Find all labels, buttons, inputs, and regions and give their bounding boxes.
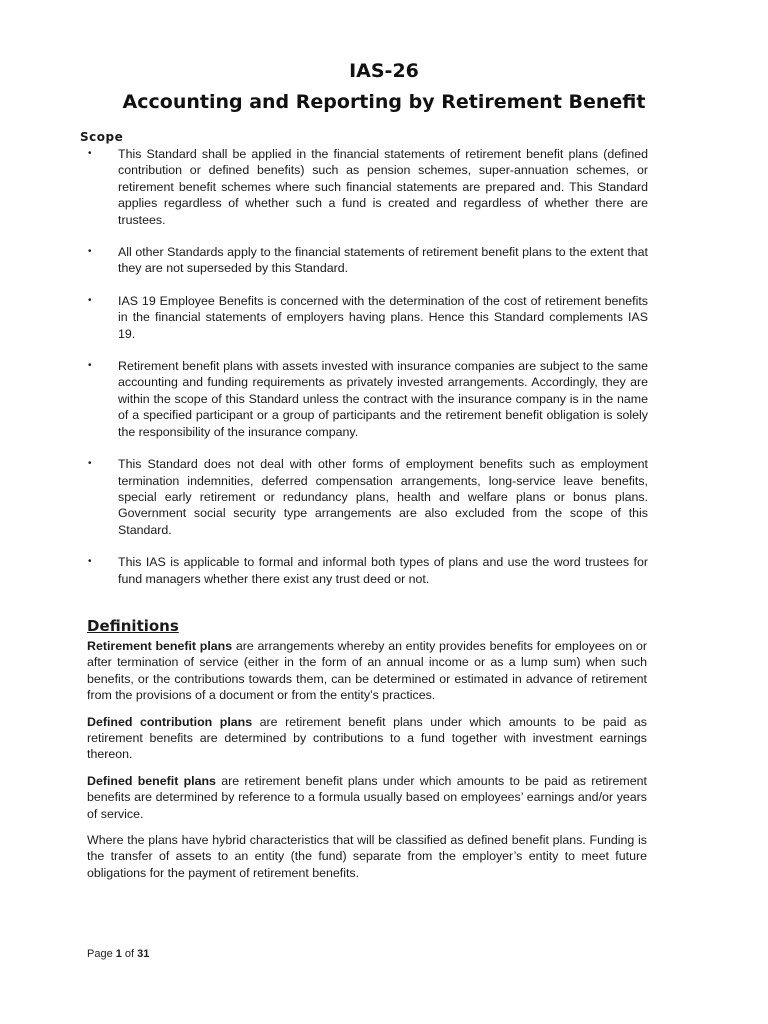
scope-bullet (0, 358, 768, 440)
definition-text: are retirement benefit plans under which amounts to be paid as retirement benefits are determined by contributions to a fund together with investment earnings thereon. (87, 714, 647, 762)
scope-bullet-list (0, 146, 768, 603)
definition-term: Defined benefit plans (87, 773, 216, 788)
page-total: 31 (137, 948, 150, 960)
bullet-icon: • (88, 148, 92, 159)
definition-text: are retirement benefit plans under which amounts to be paid as retirement benefits are determined by reference to a formula usually based on employees’ earnings and/or years of service. (87, 773, 647, 821)
document-title: Accounting and Reporting by Retirement Benefit (122, 91, 646, 113)
page-middle: of (121, 948, 138, 960)
definition-paragraph (87, 638, 647, 704)
scope-bullet (0, 244, 768, 277)
scope-bullet-text: This Standard shall be applied in the financial statements of retirement benefit plans (defined contribution or defined benefits) such as pension schemes, super-annuation schemes, or retirement benefit schemes where such financial statements are prepared and. This Standard applies regardless of whether such a fund is created and regardless of whether there are trustees. (118, 147, 648, 227)
bullet-icon: • (88, 458, 92, 470)
bullet-icon: • (88, 556, 92, 568)
definitions-heading: Definitions (87, 617, 179, 635)
bullet-icon: • (88, 360, 92, 372)
page-number (87, 948, 149, 960)
page-prefix: Page (87, 948, 116, 960)
bullet-icon: • (88, 246, 92, 258)
closing-paragraph: Where the plans have hybrid characteristics that will be classified as defined benefit plans. Funding is the transfer of assets to an entity (the fund) separate from the employer’s entity to meet future obligations for the payment of retirement benefits. (87, 833, 647, 880)
definitions-section (87, 638, 647, 891)
bullet-icon: • (88, 294, 92, 306)
definition-paragraph (87, 714, 647, 763)
page-current: 1 (115, 948, 122, 960)
definition-paragraph (87, 773, 647, 822)
scope-bullet (0, 146, 768, 228)
document-title-code: IAS-26 (349, 60, 419, 82)
scope-bullet-text: All other Standards apply to the financial statements of retirement benefit plans to the extent that they are not superseded by this Standard. (118, 245, 648, 276)
definition-term: Defined contribution plans (87, 714, 253, 729)
scope-bullet-text: Retirement benefit plans with assets invested with insurance companies are subject to the same accounting and funding requirements as privately invested arrangements. Accordingly, they are within the scope of this Standard unless the contract with the insurance company is in the name of a specified participant or a group of participants and the retirement benefit obligation is solely the responsibility of the insurance company. (118, 359, 648, 439)
scope-heading: Scope (80, 130, 124, 144)
scope-bullet-text: This IAS is applicable to formal and informal both types of plans and use the word trustees for fund managers whether there exist any trust deed or not. (118, 555, 648, 586)
scope-bullet-text: IAS 19 Employee Benefits is concerned with the determination of the cost of retirement benefits in the financial statements of employers having plans. Hence this Standard complements IAS 19. (118, 293, 648, 341)
definition-term: Retirement benefit plans (87, 639, 233, 653)
scope-bullet (0, 554, 768, 587)
scope-bullet (0, 456, 768, 538)
scope-bullet (0, 293, 768, 342)
definition-text: are arrangements whereby an entity provides benefits for employees on or after termination of service (either in the form of an annual income or as a lump sum) when such benefits, or the contributions towards them, can be determined or estimated in advance of retirement from the provisions of a document or from the entity’s practices. (87, 639, 647, 703)
scope-bullet-text: This Standard does not deal with other forms of employment benefits such as employment termination indemnities, deferred compensation arrangements, long-service leave benefits, special early retirement or redundancy plans, health and welfare plans or bonus plans. Government social security type arrangements are also excluded from the scope of this Standard. (118, 457, 648, 537)
